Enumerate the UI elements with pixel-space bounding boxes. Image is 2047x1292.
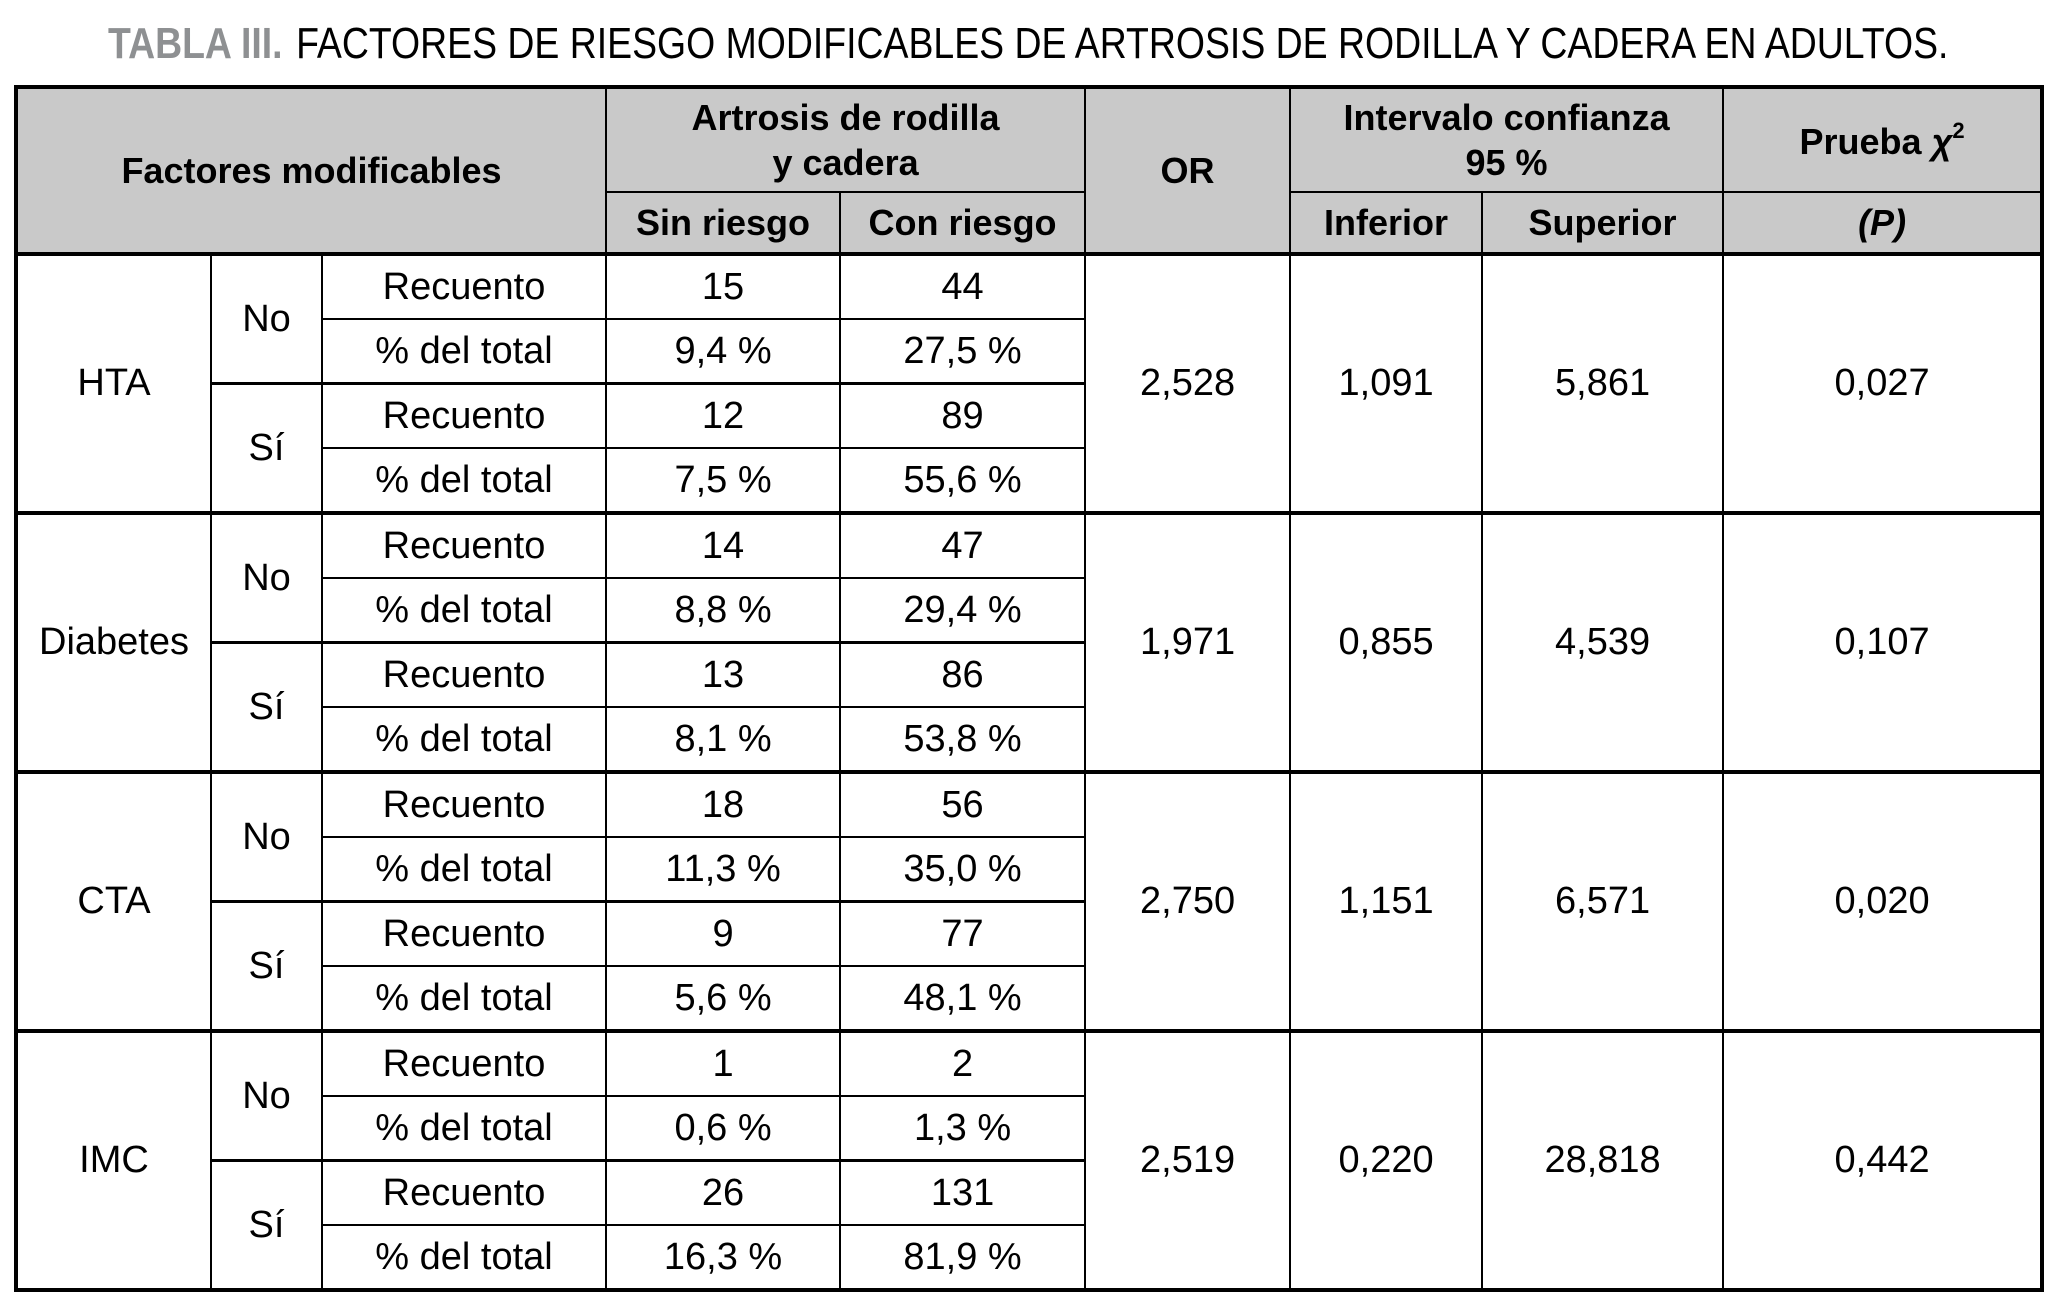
header-intervalo-line2: 95 % xyxy=(1465,142,1548,183)
si-cell: Sí xyxy=(211,902,322,1032)
header-sin-riesgo: Sin riesgo xyxy=(606,192,840,254)
con-riesgo-value: 89 xyxy=(840,384,1085,449)
measure-label-cell: Recuento xyxy=(322,254,606,319)
header-or: OR xyxy=(1085,87,1290,254)
con-riesgo-value: 1,3 % xyxy=(840,1096,1085,1161)
measure-label-cell: Recuento xyxy=(322,772,606,837)
measure-label-cell: Recuento xyxy=(322,513,606,578)
measure-label-cell: % del total xyxy=(322,966,606,1031)
ci-inferior-value: 1,091 xyxy=(1290,254,1482,513)
con-riesgo-value: 44 xyxy=(840,254,1085,319)
no-cell: No xyxy=(211,1031,322,1161)
con-riesgo-value: 47 xyxy=(840,513,1085,578)
con-riesgo-value: 35,0 % xyxy=(840,837,1085,902)
sin-riesgo-value: 14 xyxy=(606,513,840,578)
factor-cell: HTA xyxy=(16,254,211,513)
table-row xyxy=(16,1031,2042,1096)
sin-riesgo-value: 9 xyxy=(606,902,840,967)
sin-riesgo-value: 0,6 % xyxy=(606,1096,840,1161)
table-title-text: FACTORES DE RIESGO MODIFICABLES DE ARTROSIS DE RODILLA Y CADERA EN ADULTOS. xyxy=(296,19,1949,68)
measure-label-cell: % del total xyxy=(322,1225,606,1290)
ci-superior-value: 28,818 xyxy=(1482,1031,1723,1290)
or-value: 2,519 xyxy=(1085,1031,1290,1290)
header-artrosis xyxy=(606,87,1085,192)
or-value: 2,528 xyxy=(1085,254,1290,513)
chi-symbol: χ xyxy=(1931,120,1953,162)
con-riesgo-value: 55,6 % xyxy=(840,448,1085,513)
measure-label-cell: % del total xyxy=(322,578,606,643)
measure-label-cell: Recuento xyxy=(322,1031,606,1096)
p-value: 0,107 xyxy=(1723,513,2042,772)
factor-cell: IMC xyxy=(16,1031,211,1290)
p-value: 0,027 xyxy=(1723,254,2042,513)
table-row xyxy=(16,254,2042,319)
no-cell: No xyxy=(211,772,322,902)
header-p xyxy=(1723,192,2042,254)
sin-riesgo-value: 8,1 % xyxy=(606,707,840,772)
con-riesgo-value: 56 xyxy=(840,772,1085,837)
measure-label-cell: Recuento xyxy=(322,902,606,967)
con-riesgo-value: 77 xyxy=(840,902,1085,967)
measure-label-cell: % del total xyxy=(322,448,606,513)
table-number-label: TABLA III. xyxy=(108,19,283,68)
factor-cell: CTA xyxy=(16,772,211,1031)
table-row xyxy=(16,513,2042,578)
measure-label-cell: Recuento xyxy=(322,1161,606,1226)
sin-riesgo-value: 26 xyxy=(606,1161,840,1226)
header-superior: Superior xyxy=(1482,192,1723,254)
factor-cell: Diabetes xyxy=(16,513,211,772)
con-riesgo-value: 86 xyxy=(840,643,1085,708)
con-riesgo-value: 53,8 % xyxy=(840,707,1085,772)
con-riesgo-value: 131 xyxy=(840,1161,1085,1226)
si-cell: Sí xyxy=(211,1161,322,1291)
header-artrosis-line2: y cadera xyxy=(772,142,919,183)
ci-superior-value: 4,539 xyxy=(1482,513,1723,772)
p-symbol: (P) xyxy=(1858,202,1907,243)
con-riesgo-value: 2 xyxy=(840,1031,1085,1096)
table-title xyxy=(108,19,1949,68)
p-value: 0,020 xyxy=(1723,772,2042,1031)
con-riesgo-value: 27,5 % xyxy=(840,319,1085,384)
ci-inferior-value: 0,855 xyxy=(1290,513,1482,772)
sin-riesgo-value: 15 xyxy=(606,254,840,319)
ci-superior-value: 5,861 xyxy=(1482,254,1723,513)
header-prueba-chi2 xyxy=(1723,87,2042,192)
or-value: 1,971 xyxy=(1085,513,1290,772)
header-prueba-label: Prueba xyxy=(1799,120,1922,162)
sin-riesgo-value: 9,4 % xyxy=(606,319,840,384)
sin-riesgo-value: 7,5 % xyxy=(606,448,840,513)
sin-riesgo-value: 18 xyxy=(606,772,840,837)
si-cell: Sí xyxy=(211,643,322,773)
measure-label-cell: % del total xyxy=(322,837,606,902)
header-intervalo-line1: Intervalo confianza xyxy=(1343,97,1670,138)
measure-label-cell: % del total xyxy=(322,707,606,772)
risk-factors-table xyxy=(14,85,2044,1292)
measure-label-cell: Recuento xyxy=(322,643,606,708)
measure-label-cell: % del total xyxy=(322,319,606,384)
sin-riesgo-value: 13 xyxy=(606,643,840,708)
header-row-top xyxy=(16,87,2042,192)
sin-riesgo-value: 11,3 % xyxy=(606,837,840,902)
header-intervalo-confianza xyxy=(1290,87,1723,192)
sin-riesgo-value: 12 xyxy=(606,384,840,449)
header-artrosis-line1: Artrosis de rodilla xyxy=(691,97,1000,138)
no-cell: No xyxy=(211,254,322,384)
measure-label-cell: % del total xyxy=(322,1096,606,1161)
sin-riesgo-value: 5,6 % xyxy=(606,966,840,1031)
ci-inferior-value: 0,220 xyxy=(1290,1031,1482,1290)
header-factores-modificables: Factores modificables xyxy=(16,87,606,254)
con-riesgo-value: 81,9 % xyxy=(840,1225,1085,1290)
sin-riesgo-value: 8,8 % xyxy=(606,578,840,643)
con-riesgo-value: 29,4 % xyxy=(840,578,1085,643)
header-con-riesgo: Con riesgo xyxy=(840,192,1085,254)
no-cell: No xyxy=(211,513,322,643)
sin-riesgo-value: 16,3 % xyxy=(606,1225,840,1290)
measure-label-cell: Recuento xyxy=(322,384,606,449)
ci-inferior-value: 1,151 xyxy=(1290,772,1482,1031)
p-value: 0,442 xyxy=(1723,1031,2042,1290)
con-riesgo-value: 48,1 % xyxy=(840,966,1085,1031)
table-row xyxy=(16,772,2042,837)
sin-riesgo-value: 1 xyxy=(606,1031,840,1096)
header-inferior: Inferior xyxy=(1290,192,1482,254)
ci-superior-value: 6,571 xyxy=(1482,772,1723,1031)
or-value: 2,750 xyxy=(1085,772,1290,1031)
si-cell: Sí xyxy=(211,384,322,514)
chi-exponent: 2 xyxy=(1952,117,1965,143)
